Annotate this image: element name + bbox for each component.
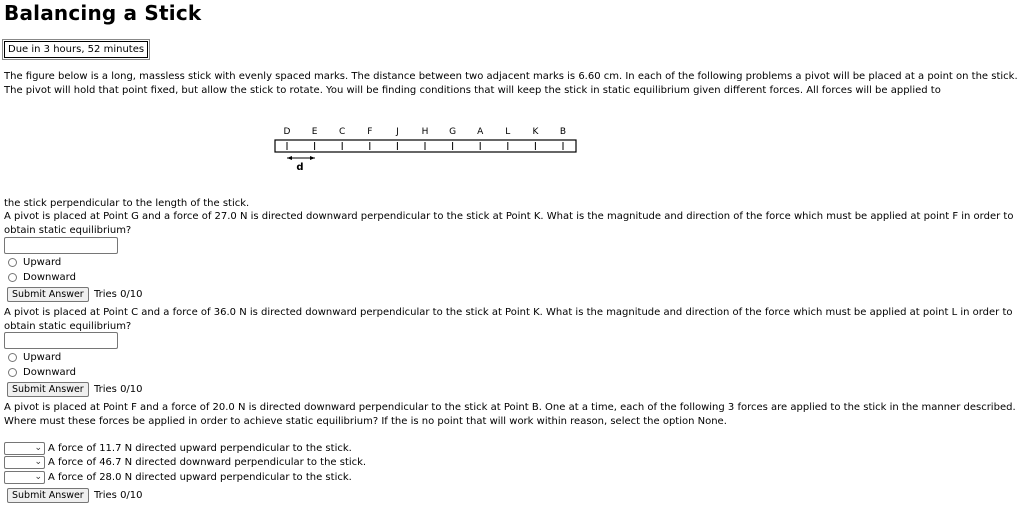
- intro-text: The figure below is a long, massless stick with evenly spaced marks. The distance between two adjacent marks is 6.60 cm. In each of the following problems a pivot will be placed at a point on the stick. The pivot will hold that point fixed, but allow the stick to rotate. You will be finding conditions that will keep the stick in static equilibrium given different forces. All forces will be applied to: [4, 71, 1018, 96]
- point-label-C: C: [339, 127, 346, 137]
- question-1-tries: Tries 0/10: [94, 289, 143, 300]
- point-label-L: L: [505, 127, 511, 137]
- point-label-F: F: [367, 127, 373, 137]
- d-label: d: [296, 162, 304, 173]
- point-label-B: B: [559, 127, 567, 137]
- question-1-answer-input[interactable]: [4, 237, 118, 254]
- point-label-H: H: [421, 127, 429, 137]
- question-1-text: A pivot is placed at Point G and a force of 27.0 N is directed downward perpendicular to the stick at Point K. What is the magnitude and direction of the force which must be applied at point F in order to obtain static equilibrium?: [4, 211, 1014, 236]
- point-label-J: J: [396, 127, 399, 137]
- page-title: Balancing a Stick: [4, 1, 202, 25]
- select-row-1: [4, 441, 366, 456]
- d-arrow-right-head: [310, 156, 315, 160]
- intro-continued: the stick perpendicular to the length of the stick.: [4, 198, 250, 209]
- question-2-option-downward[interactable]: Downward: [8, 365, 76, 379]
- question-2-option-upward[interactable]: Upward: [8, 350, 61, 364]
- question-3-select-list: [4, 441, 366, 485]
- radio-circle[interactable]: [8, 368, 17, 377]
- question-1-option-upward[interactable]: Upward: [8, 255, 61, 269]
- select-label-2: A force of 46.7 N directed downward perpendicular to the stick.: [48, 457, 367, 469]
- select-label-3: A force of 28.0 N directed upward perpendicular to the stick.: [48, 471, 352, 483]
- select-label-1: A force of 11.7 N directed upward perpendicular to the stick.: [48, 442, 352, 454]
- question-2-submit-button[interactable]: Submit Answer: [7, 382, 89, 397]
- point-label-K: K: [532, 127, 539, 137]
- radio-circle[interactable]: [8, 273, 17, 282]
- stick-figure: [272, 122, 582, 174]
- select-row-3: [4, 470, 366, 485]
- point-label-D: D: [283, 127, 291, 137]
- question-2-answer-input[interactable]: [4, 332, 118, 349]
- point-label-E: E: [311, 127, 318, 137]
- question-3-tries: Tries 0/10: [94, 490, 143, 501]
- chevron-down-icon: ⌄: [34, 457, 42, 468]
- question-2-tries: Tries 0/10: [94, 384, 143, 395]
- select-dropdown-2[interactable]: [4, 456, 45, 469]
- question-2-text: A pivot is placed at Point C and a force of 36.0 N is directed downward perpendicular to the stick at Point K. What is the magnitude and direction of the force which must be applied at point L in order to obtain static equilibrium?: [4, 307, 1013, 332]
- point-label-G: G: [449, 127, 457, 137]
- question-1-option-downward[interactable]: Downward: [8, 270, 76, 284]
- point-label-A: A: [477, 127, 484, 137]
- question-1-submit-button[interactable]: Submit Answer: [7, 287, 89, 302]
- select-dropdown-3[interactable]: [4, 471, 45, 484]
- question-3-text: A pivot is placed at Point F and a force of 20.0 N is directed downward perpendicular to the stick at Point B. One at a time, each of the following 3 forces are applied to the stick in the manner described. Where must these forces be applied in order to achieve static equilibrium? If the is no point that will work within reason, select the option None.: [4, 402, 1016, 427]
- radio-circle[interactable]: [8, 258, 17, 267]
- chevron-down-icon: ⌄: [34, 442, 42, 453]
- question-3-submit-button[interactable]: Submit Answer: [7, 488, 89, 503]
- select-dropdown-1[interactable]: [4, 442, 45, 455]
- chevron-down-icon: ⌄: [34, 471, 42, 482]
- d-arrow-left-head: [287, 156, 292, 160]
- select-row-2: [4, 456, 366, 471]
- radio-circle[interactable]: [8, 353, 17, 362]
- due-date-badge: Due in 3 hours, 52 minutes: [4, 41, 148, 58]
